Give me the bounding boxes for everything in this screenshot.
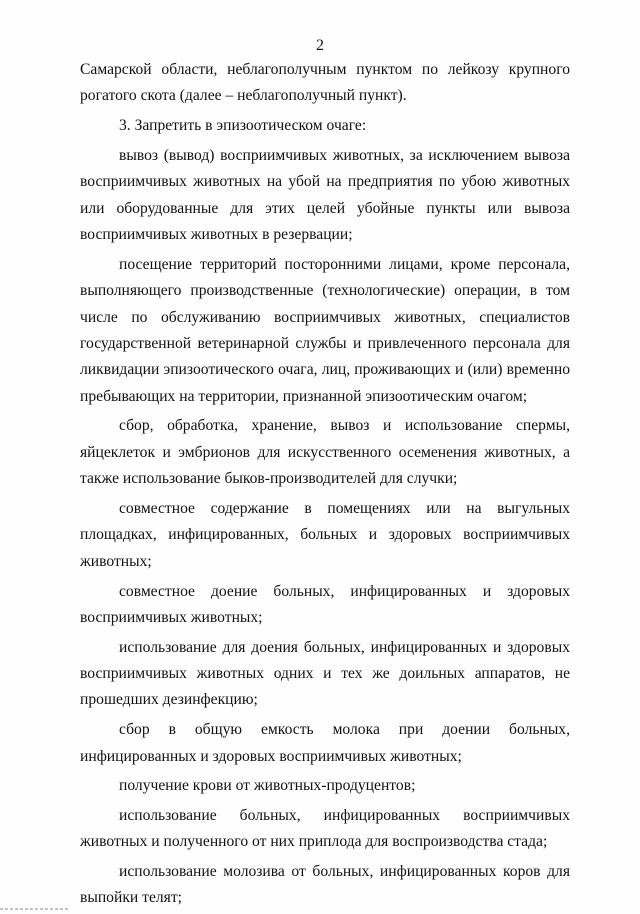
paragraph-ban-joint-milking: совместное доение больных, инфицированных и здоровых восприимчивых животных; bbox=[80, 582, 570, 626]
paragraph-ban-joint-housing: совместное содержание в помещениях или на выгульных площадках, инфицированных, больных и здоровых восприимчивых животных; bbox=[80, 499, 570, 570]
paragraph-ban-visits: посещение территорий посторонними лицами, кроме персонала, выполняющего производственные (технологические) операции, в том числе по обслуживанию восприимчивых животных, специалистов государственной ветеринарной службы и привлеченного персонала для ликвидации эпизоотического очага, лиц, проживающих и (или) временно пребывающих на территории, признанной эпизоотическим очагом; bbox=[80, 255, 570, 405]
paragraph-ban-reproduction-use: использование больных, инфицированных восприимчивых животных и полученного от них приплода для воспроизводства стада; bbox=[80, 806, 570, 851]
paragraph-ban-animal-removal: вывоз (вывод) восприимчивых животных, за исключением вывоза восприимчивых животных на убой на предприятия по убою животных или оборудованные для этих целей убойные пункты или вывоза восприимчивых животных в резервации; bbox=[80, 146, 570, 244]
scan-edge-mark bbox=[0, 908, 68, 910]
document-body bbox=[80, 57, 570, 912]
paragraph-ban-blood-collection: получение крови от животных-продуцентов; bbox=[119, 777, 416, 795]
paragraph-region-continuation: Самарской области, неблагополучным пунктом по лейкозу крупного рогатого скота (далее – неблагополучный пункт). bbox=[80, 61, 570, 105]
paragraph-ban-colostrum-use: использование молозива от больных, инфицированных коров для выпойки телят; bbox=[80, 863, 570, 907]
paragraph-ban-common-milk-container: сбор в общую емкость молока при доении больных, инфицированных и здоровых восприимчивых животных; bbox=[80, 721, 570, 765]
paragraph-ban-semen-embryos: сбор, обработка, хранение, вывоз и использование спермы, яйцеклеток и эмбрионов для искусственного осеменения животных, а также использование быков-производителей для случки; bbox=[80, 417, 570, 488]
page-number: 2 bbox=[316, 37, 324, 54]
paragraph-section-3-heading: 3. Запретить в эпизоотическом очаге: bbox=[119, 117, 367, 135]
paragraph-ban-shared-milking-machines: использование для доения больных, инфицированных и здоровых восприимчивых животных одних и тех же доильных аппаратов, не прошедших дезинфекцию; bbox=[80, 638, 570, 709]
